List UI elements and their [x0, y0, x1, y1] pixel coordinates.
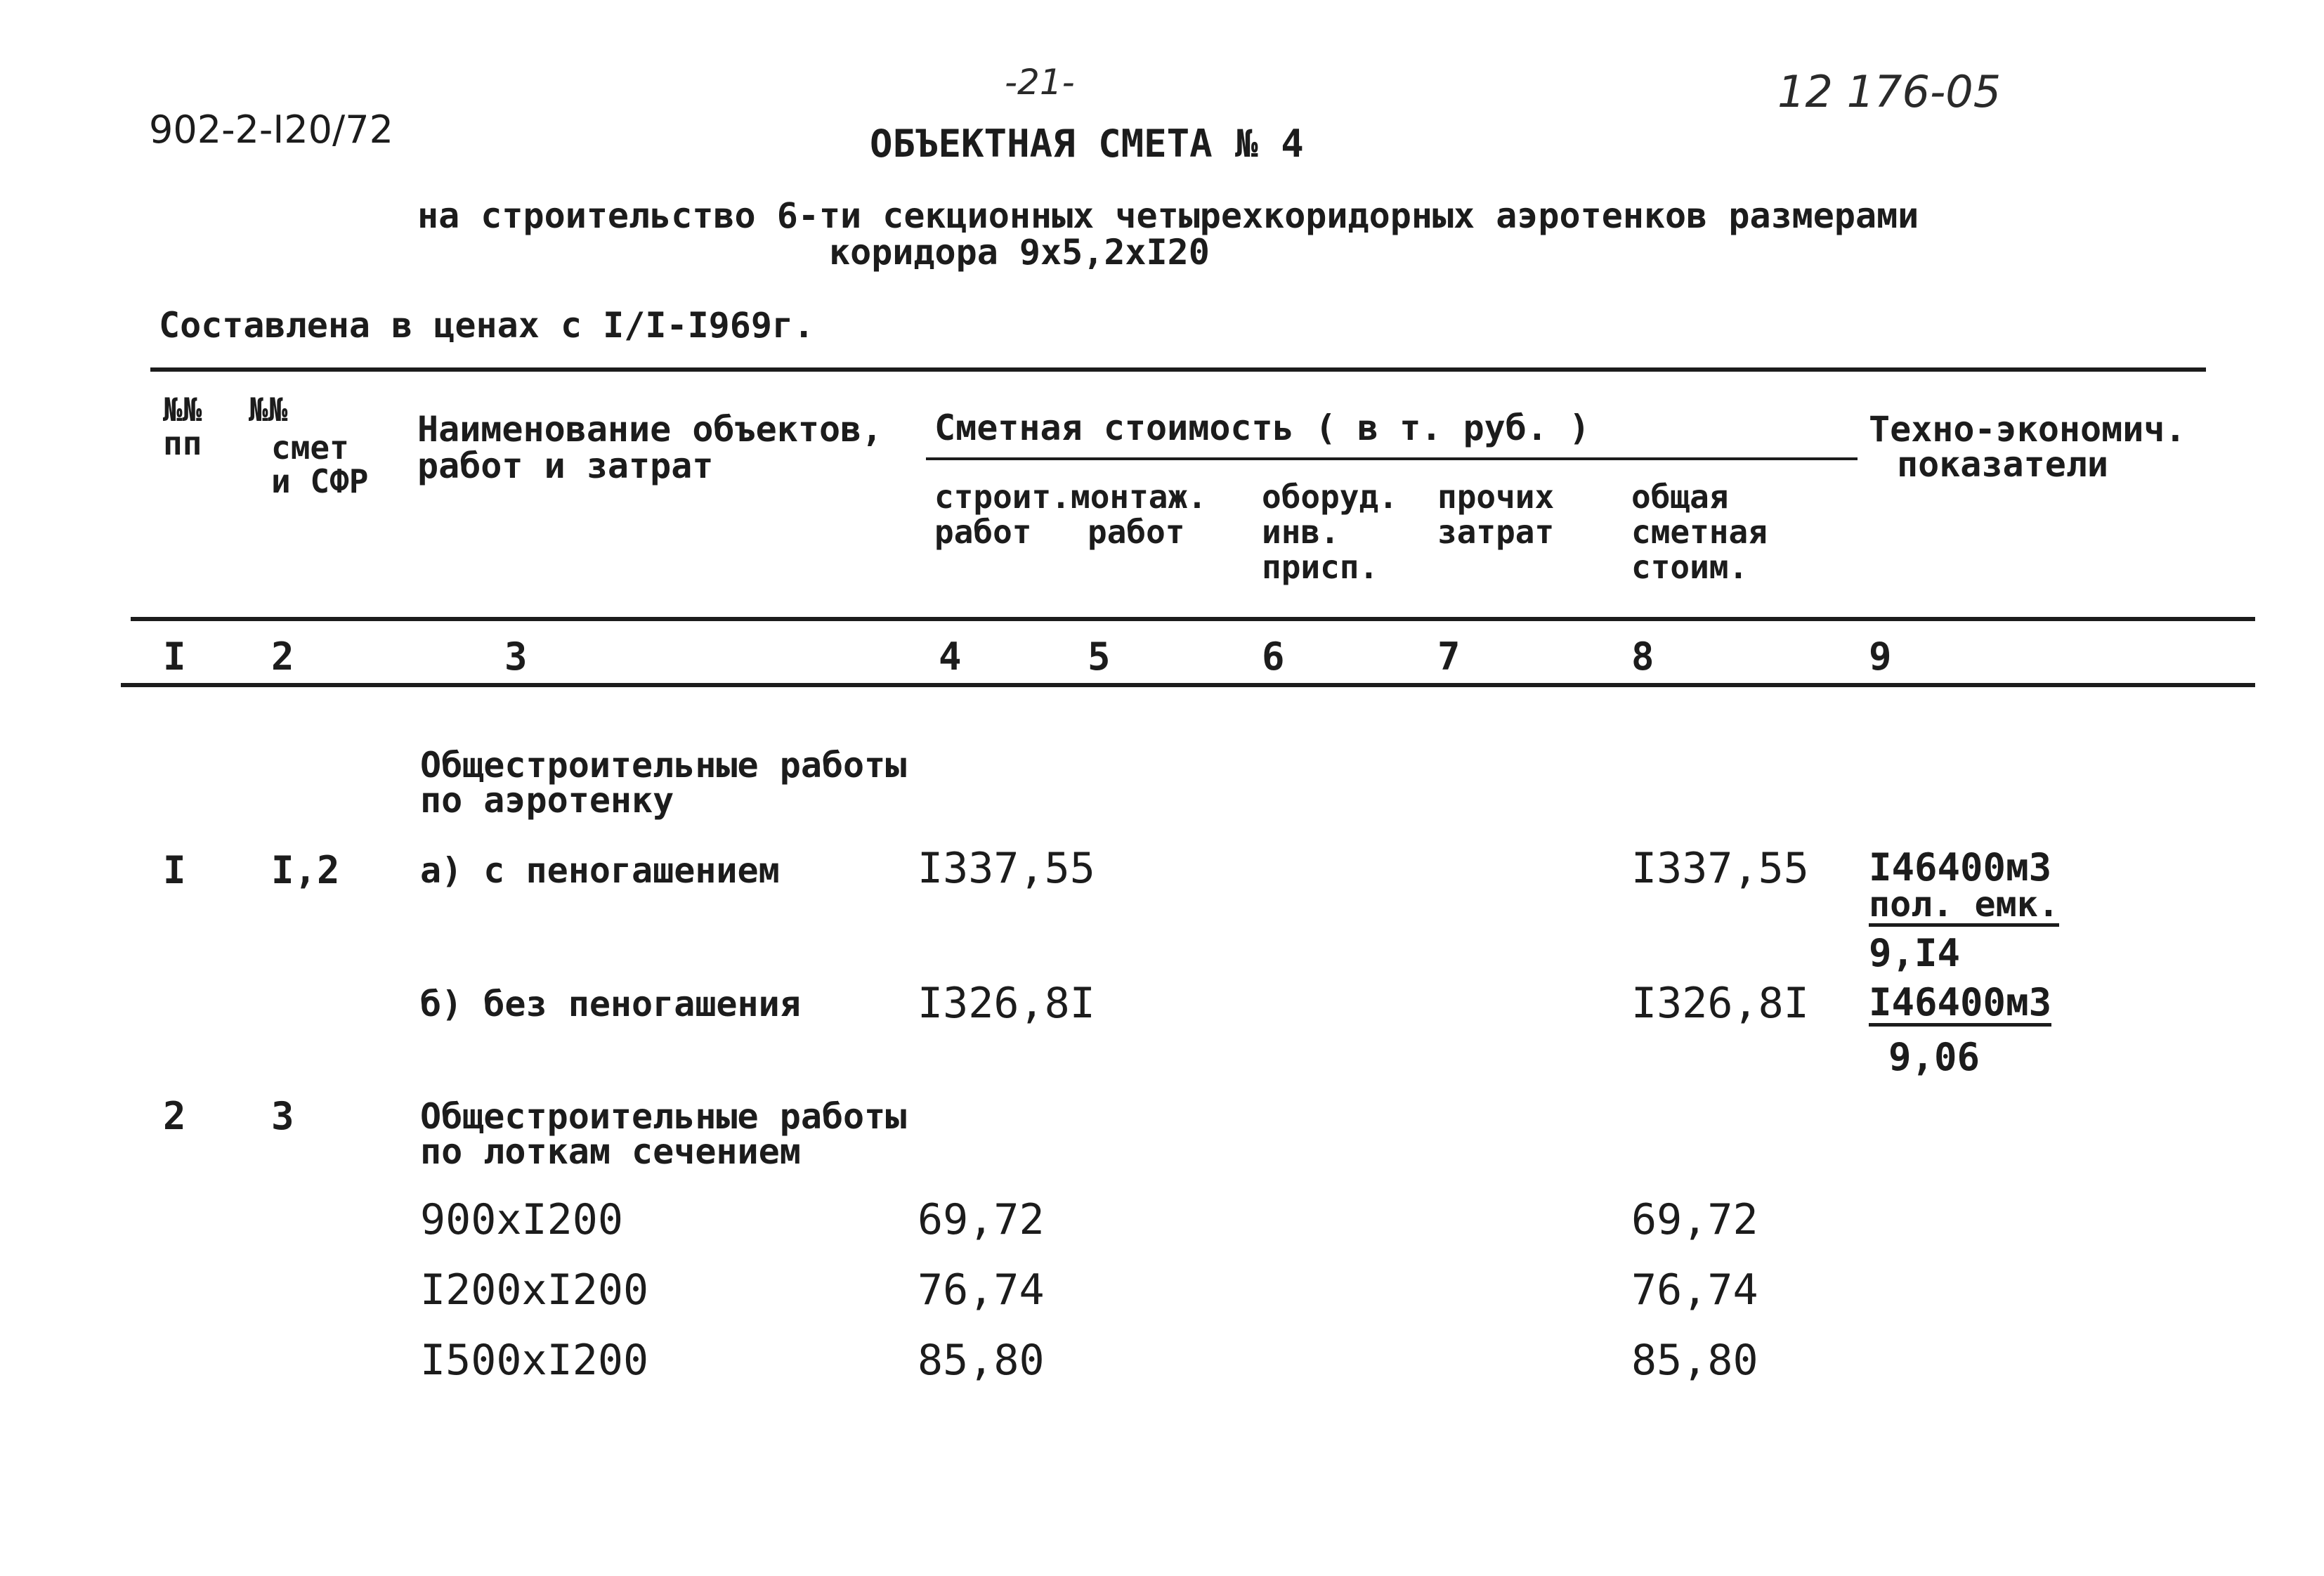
construction-cost: I337,55 — [918, 844, 1095, 893]
section-title-line2: по аэротенку — [420, 780, 674, 821]
tech-indicator-value: I46400м3 — [1869, 984, 2051, 1027]
header-col3-line1: Наименование объектов, — [417, 409, 883, 450]
page-number: -21- — [1005, 62, 1075, 103]
total-cost: I337,55 — [1631, 844, 1809, 893]
handwritten-reference: 12 176-05 — [1777, 66, 2002, 117]
column-number-6: 6 — [1262, 634, 1285, 679]
header-col8-line2: сметная — [1631, 513, 1768, 551]
section-title-line1: Общестроительные работы — [420, 1096, 907, 1137]
header-col9-line2: показатели — [1897, 444, 2109, 485]
subtitle-line-1: на строительство 6-ти секционных четырехкоридорных аэротенков размерами — [417, 195, 1919, 236]
column-number-3: 3 — [504, 634, 528, 679]
header-col2-line1: №№ — [249, 391, 288, 429]
item-name: а) с пеногашением — [420, 850, 780, 891]
estimate-number: I,2 — [271, 848, 340, 892]
header-col1-line1: №№ — [163, 391, 202, 429]
item-name: I500хI200 — [420, 1336, 649, 1385]
header-col2-line3: и СФР — [271, 462, 369, 500]
header-col6-line3: присп. — [1262, 548, 1379, 586]
header-col6-line1: оборуд. — [1262, 478, 1398, 516]
column-number-2: 2 — [271, 634, 294, 679]
header-col5-line2: работ — [1088, 513, 1185, 551]
tech-indicator-ratio: 9,06 — [1888, 1035, 1980, 1079]
column-number-1: I — [163, 634, 186, 679]
cost-group-rule — [926, 457, 1858, 460]
total-cost: 85,80 — [1631, 1336, 1758, 1385]
tech-indicator-unit: пол. емк. — [1869, 887, 2059, 927]
header-col6-line2: инв. — [1262, 513, 1340, 551]
row-number: 2 — [163, 1094, 186, 1138]
document-title: ОБЪЕКТНАЯ СМЕТА № 4 — [870, 122, 1304, 166]
header-col7-line2: затрат — [1437, 513, 1555, 551]
item-name: б) без пеногашения — [420, 984, 801, 1024]
column-number-5: 5 — [1088, 634, 1111, 679]
total-cost: 69,72 — [1631, 1195, 1758, 1244]
construction-cost: I326,8I — [918, 979, 1095, 1028]
price-basis: Составлена в ценах с I/I-I969г. — [159, 305, 815, 346]
column-number-9: 9 — [1869, 634, 1892, 679]
total-cost: 76,74 — [1631, 1265, 1758, 1315]
header-col8-line3: стоим. — [1631, 548, 1749, 586]
column-number-8: 8 — [1631, 634, 1654, 679]
construction-cost: 85,80 — [918, 1336, 1045, 1385]
construction-cost: 69,72 — [918, 1195, 1045, 1244]
estimate-number: 3 — [271, 1094, 294, 1138]
header-col8-line1: общая — [1631, 478, 1729, 516]
tech-indicator-ratio: 9,I4 — [1869, 931, 1961, 975]
table-top-rule — [150, 367, 2206, 372]
subtitle-line-2: коридора 9х5,2хI20 — [829, 232, 1210, 273]
header-col4-line2: работ — [934, 513, 1032, 551]
item-name: 900хI200 — [420, 1195, 623, 1244]
header-col9-line1: Техно-экономич. — [1869, 409, 2186, 450]
construction-cost: 76,74 — [918, 1265, 1045, 1315]
document-code: 902-2-I20/72 — [149, 108, 393, 152]
total-cost: I326,8I — [1631, 979, 1809, 1028]
header-col3-line2: работ и затрат — [417, 445, 714, 486]
column-numbers-rule — [121, 683, 2255, 687]
header-col1-line2: пп — [163, 424, 202, 462]
tech-indicator-value: I46400м3 — [1869, 845, 2052, 890]
header-col7-line1: прочих — [1437, 478, 1555, 516]
column-number-4: 4 — [939, 634, 962, 679]
header-cost-group: Сметная стоимость ( в т. руб. ) — [934, 408, 1591, 448]
header-col4-line1: строит. — [934, 478, 1071, 516]
section-title-line1: Общестроительные работы — [420, 745, 907, 786]
header-bottom-rule — [131, 617, 2255, 621]
column-number-7: 7 — [1437, 634, 1461, 679]
item-name: I200хI200 — [420, 1265, 649, 1315]
row-number: I — [163, 848, 186, 892]
section-title-line2: по лоткам сечением — [420, 1131, 801, 1172]
header-col2-line2: смет — [271, 429, 349, 467]
header-col5-line1: монтаж. — [1071, 478, 1207, 516]
